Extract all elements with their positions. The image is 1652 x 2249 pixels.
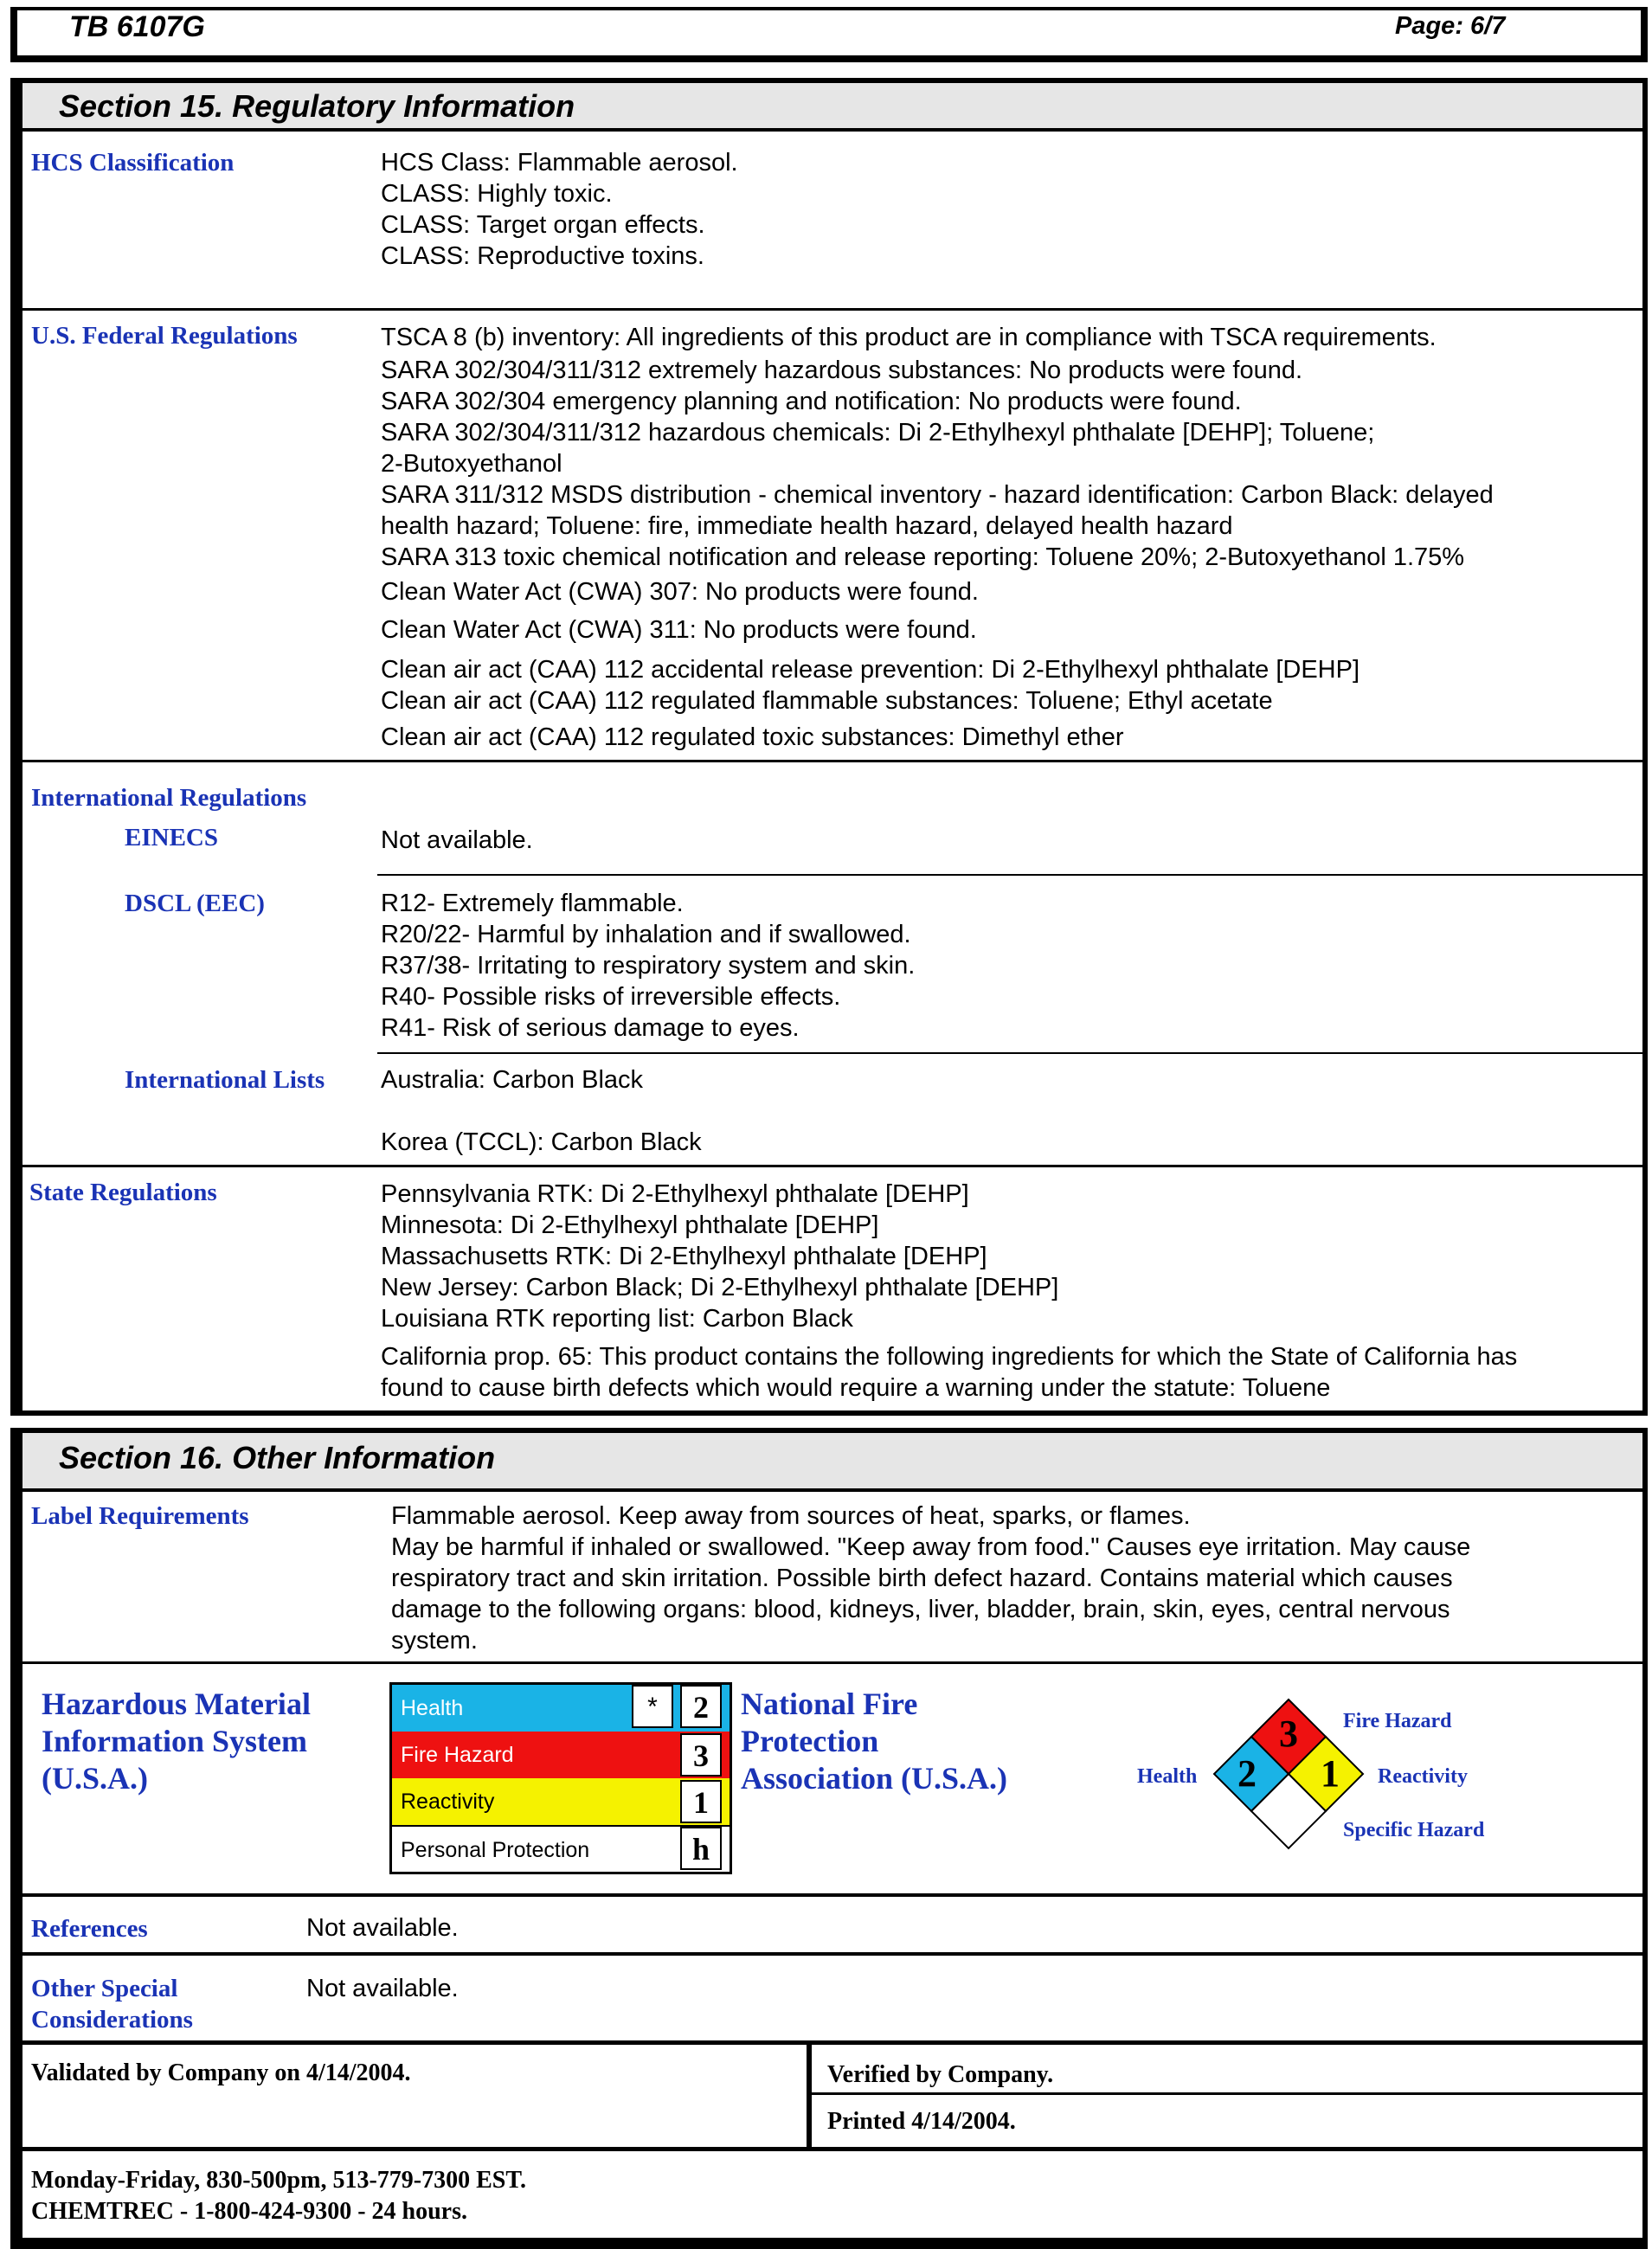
federal-line: SARA 302/304 emergency planning and notification: No products were found. (381, 388, 1242, 415)
federal-line: SARA 311/312 MSDS distribution - chemical inventory - hazard identification: Carbon Black: delayed (381, 481, 1494, 509)
international-list-item: Korea (TCCL): Carbon Black (381, 1128, 702, 1156)
state-line: Massachusetts RTK: Di 2-Ethylhexyl phthalate [DEHP] (381, 1243, 987, 1270)
california-prop-65 (381, 1341, 1517, 1404)
state-line: New Jersey: Carbon Black; Di 2-Ethylhexyl phthalate [DEHP] (381, 1274, 1059, 1301)
federal-line: Clean air act (CAA) 112 regulated toxic substances: Dimethyl ether (381, 723, 1124, 751)
hcs-line: CLASS: Reproductive toxins. (381, 242, 704, 270)
contact-info (31, 2165, 526, 2227)
california-line: California prop. 65: This product contains the following ingredients for which the State of California has (381, 1343, 1518, 1371)
label-req-line: system. (391, 1627, 478, 1655)
dscl-values (381, 888, 915, 1044)
nfpa-fire-label: Fire Hazard (1343, 1710, 1452, 1732)
bottom-border (10, 2238, 1648, 2249)
hmis-health-star: * (632, 1685, 673, 1728)
divider (377, 1052, 1642, 1054)
hcs-line: HCS Class: Flammable aerosol. (381, 149, 738, 177)
nfpa-reactivity-label: Reactivity (1378, 1765, 1468, 1788)
hcs-line: CLASS: Highly toxic. (381, 180, 613, 208)
contact-chemtrec: CHEMTREC - 1-800-424-9300 - 24 hours. (31, 2198, 467, 2225)
nfpa-fire-value: 3 (1279, 1712, 1298, 1755)
label-requirements-label: Label Requirements (31, 1502, 249, 1530)
state-line: Minnesota: Di 2-Ethylhexyl phthalate [DEHP] (381, 1211, 879, 1239)
hmis-fire-row: Fire Hazard (392, 1732, 730, 1778)
references-label: References (31, 1915, 148, 1943)
dscl-label: DSCL (EEC) (125, 890, 265, 917)
document-id: TB 6107G (69, 10, 205, 43)
vertical-divider (807, 2045, 812, 2147)
federal-line: SARA 313 toxic chemical notification and release reporting: Toluene 20%; 2-Butoxyethanol 1.75% (381, 543, 1465, 571)
hmis-protection-row: Personal Protection (392, 1825, 730, 1872)
label-requirements-values (391, 1500, 1470, 1656)
hcs-classification-label: HCS Classification (31, 149, 235, 177)
hmis-reactivity-value: 1 (680, 1780, 722, 1823)
dscl-line: R40- Possible risks of irreversible effects. (381, 983, 841, 1011)
divider (22, 1952, 1642, 1956)
einecs-value: Not available. (381, 826, 533, 854)
international-lists-label: International Lists (125, 1066, 325, 1094)
nfpa-health-value: 2 (1237, 1752, 1257, 1795)
hmis-fire-value: 3 (680, 1733, 722, 1777)
nfpa-specific-label: Specific Hazard (1343, 1819, 1485, 1841)
einecs-label: EINECS (125, 824, 218, 851)
nfpa-health-label: Health (1137, 1765, 1198, 1788)
divider (377, 874, 1642, 876)
other-considerations-label: Other Special Considerations (31, 1975, 193, 2034)
dscl-line: R41- Risk of serious damage to eyes. (381, 1014, 800, 1042)
references-value: Not available. (306, 1914, 459, 1942)
other-considerations-value: Not available. (306, 1975, 459, 2002)
federal-line: health hazard; Toluene: fire, immediate health hazard, delayed health hazard (381, 512, 1233, 540)
federal-line: Clean air act (CAA) 112 accidental release prevention: Di 2-Ethylhexyl phthalate [DEHP] (381, 656, 1360, 684)
federal-line: SARA 302/304/311/312 extremely hazardous substances: No products were found. (381, 357, 1303, 384)
label-req-line: respiratory tract and skin irritation. Possible birth defect hazard. Contains material which causes (391, 1565, 1453, 1592)
state-regulations-label: State Regulations (29, 1179, 217, 1206)
verified-by: Verified by Company. (827, 2061, 1054, 2088)
international-regulations-label: International Regulations (31, 784, 307, 812)
divider (22, 760, 1642, 762)
federal-line: SARA 302/304/311/312 hazardous chemicals: Di 2-Ethylhexyl phthalate [DEHP]; Toluene; (381, 419, 1375, 447)
hmis-title: Hazardous Material Information System (U.S.A.) (42, 1687, 311, 1796)
hmis-health-value: 2 (680, 1685, 722, 1728)
divider (22, 2147, 1642, 2151)
divider (22, 1661, 1642, 1664)
hcs-line: CLASS: Target organ effects. (381, 211, 705, 239)
federal-line: Clean Water Act (CWA) 307: No products were found. (381, 578, 979, 606)
hcs-classification-values (381, 147, 738, 272)
nfpa-title: National Fire Protection Association (U.S.A.) (741, 1687, 1008, 1796)
validated-by: Validated by Company on 4/14/2004. (31, 2059, 411, 2086)
section-16-title: Section 16. Other Information (59, 1440, 496, 1475)
federal-line: Clean Water Act (CWA) 311: No products were found. (381, 616, 977, 644)
california-line: found to cause birth defects which would require a warning under the statute: Toluene (381, 1374, 1331, 1402)
federal-line: TSCA 8 (b) inventory: All ingredients of this product are in compliance with TSCA requirements. (381, 324, 1437, 351)
nfpa-reactivity-value: 1 (1321, 1752, 1340, 1795)
dscl-line: R20/22- Harmful by inhalation and if swallowed. (381, 921, 911, 948)
divider (22, 2040, 1642, 2045)
label-req-line: Flammable aerosol. Keep away from sources of heat, sparks, or flames. (391, 1502, 1191, 1530)
printed-date: Printed 4/14/2004. (827, 2108, 1016, 2135)
hmis-protection-value: h (680, 1827, 722, 1870)
hmis-reactivity-row: Reactivity (392, 1778, 730, 1825)
divider (22, 1893, 1642, 1897)
federal-line: 2-Butoxyethanol (381, 450, 562, 478)
dscl-line: R12- Extremely flammable. (381, 890, 684, 917)
dscl-line: R37/38- Irritating to respiratory system and skin. (381, 952, 916, 980)
divider (812, 2092, 1642, 2095)
federal-line: Clean air act (CAA) 112 regulated flammable substances: Toluene; Ethyl acetate (381, 687, 1273, 715)
divider (22, 1165, 1642, 1167)
contact-hours: Monday-Friday, 830-500pm, 513-779-7300 EST. (31, 2167, 526, 2194)
divider (22, 308, 1642, 311)
page-number: Page: 6/7 (1395, 12, 1506, 40)
label-req-line: May be harmful if inhaled or swallowed. "Keep away from food." Causes eye irritation. May cause (391, 1533, 1471, 1561)
international-list-item: Australia: Carbon Black (381, 1066, 644, 1094)
state-line: Pennsylvania RTK: Di 2-Ethylhexyl phthalate [DEHP] (381, 1180, 969, 1208)
federal-regulations-label: U.S. Federal Regulations (31, 322, 298, 350)
state-line: Louisiana RTK reporting list: Carbon Black (381, 1305, 853, 1333)
state-values (381, 1179, 1058, 1334)
section-15-title: Section 15. Regulatory Information (59, 88, 575, 124)
label-req-line: damage to the following organs: blood, kidneys, liver, bladder, brain, skin, eyes, central nervous (391, 1596, 1450, 1623)
hmis-health-row: Health (392, 1685, 730, 1732)
